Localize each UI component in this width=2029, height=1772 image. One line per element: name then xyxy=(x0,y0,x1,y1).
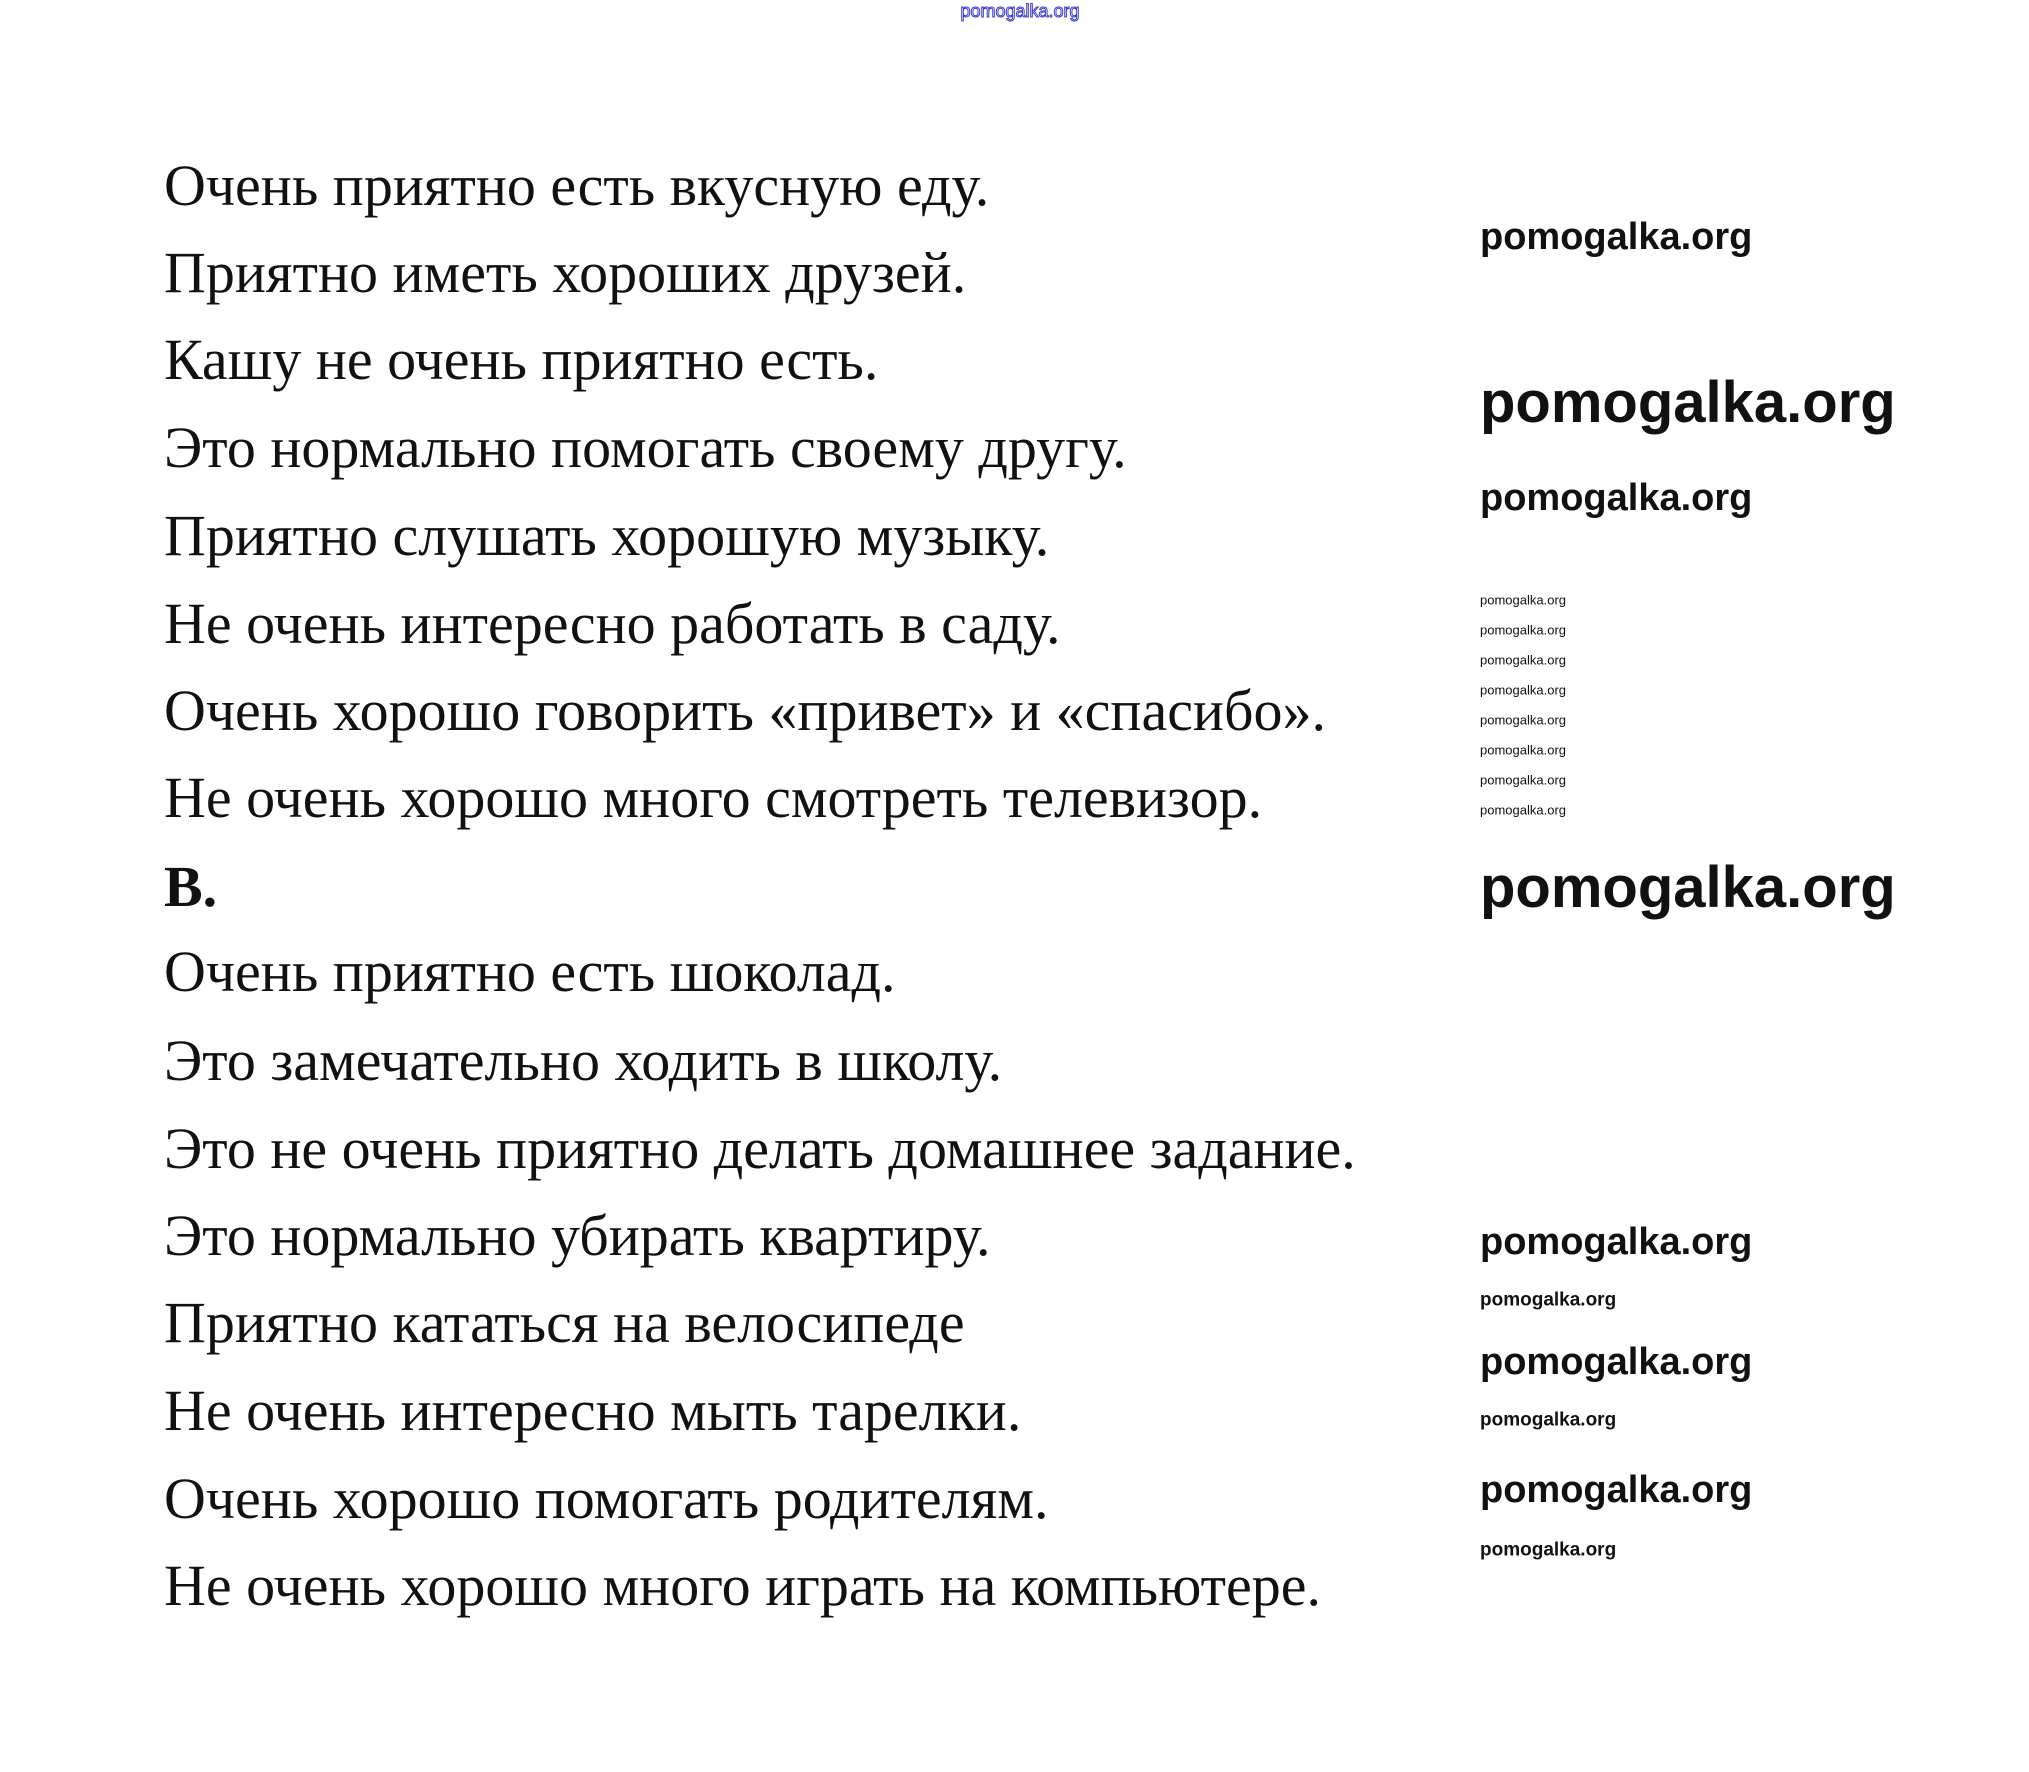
sentence: Приятно слушать хорошую музыку. xyxy=(164,503,1050,568)
sentence: Кашу не очень приятно есть. xyxy=(164,327,879,392)
sentence: Не очень интересно работать в саду. xyxy=(164,591,1061,656)
watermark-top: pomogalka.org xyxy=(960,1,1080,21)
watermark: pomogalka.org xyxy=(1480,216,1753,258)
sentence: Не очень интересно мыть тарелки. xyxy=(164,1378,1022,1443)
sentence: Не очень хорошо много смотреть телевизор. xyxy=(164,765,1263,830)
watermark: pomogalka.org xyxy=(1480,1341,1753,1383)
sentence: Это замечательно ходить в школу. xyxy=(164,1028,1003,1093)
watermark: pomogalka.org xyxy=(1480,855,1896,920)
sentence: Очень приятно есть шоколад. xyxy=(164,939,896,1004)
watermark: pomogalka.org xyxy=(1480,652,1566,668)
watermark: pomogalka.org xyxy=(1480,1289,1617,1311)
sentence: Приятно кататься на велосипеде xyxy=(164,1290,965,1355)
sentence: Это не очень приятно делать домашнее задание. xyxy=(164,1116,1356,1181)
watermark: pomogalka.org xyxy=(1480,622,1566,638)
sentence: Очень приятно есть вкусную еду. xyxy=(164,153,990,218)
watermark: pomogalka.org xyxy=(1480,712,1566,728)
sentence: Очень хорошо помогать родителям. xyxy=(164,1466,1049,1531)
sentence: Приятно иметь хороших друзей. xyxy=(164,240,967,305)
watermark: pomogalka.org xyxy=(1480,772,1566,788)
watermark: pomogalka.org xyxy=(1480,1539,1617,1561)
watermark: pomogalka.org xyxy=(1480,477,1753,519)
watermark: pomogalka.org xyxy=(1480,682,1566,698)
watermark: pomogalka.org xyxy=(1480,370,1896,435)
sentence: Очень хорошо говорить «привет» и «спасибо». xyxy=(164,678,1326,743)
watermark: pomogalka.org xyxy=(1480,1409,1617,1431)
sentence: Это нормально убирать квартиру. xyxy=(164,1203,991,1268)
sentence: Не очень хорошо много играть на компьютере. xyxy=(164,1553,1321,1618)
watermark: pomogalka.org xyxy=(1480,1221,1753,1263)
watermark: pomogalka.org xyxy=(1480,742,1566,758)
watermark: pomogalka.org xyxy=(1480,802,1566,818)
sentence: Это нормально помогать своему другу. xyxy=(164,415,1127,480)
watermark: pomogalka.org xyxy=(1480,592,1566,608)
watermark: pomogalka.org xyxy=(1480,1469,1753,1511)
section-b-heading: B. xyxy=(164,854,218,919)
